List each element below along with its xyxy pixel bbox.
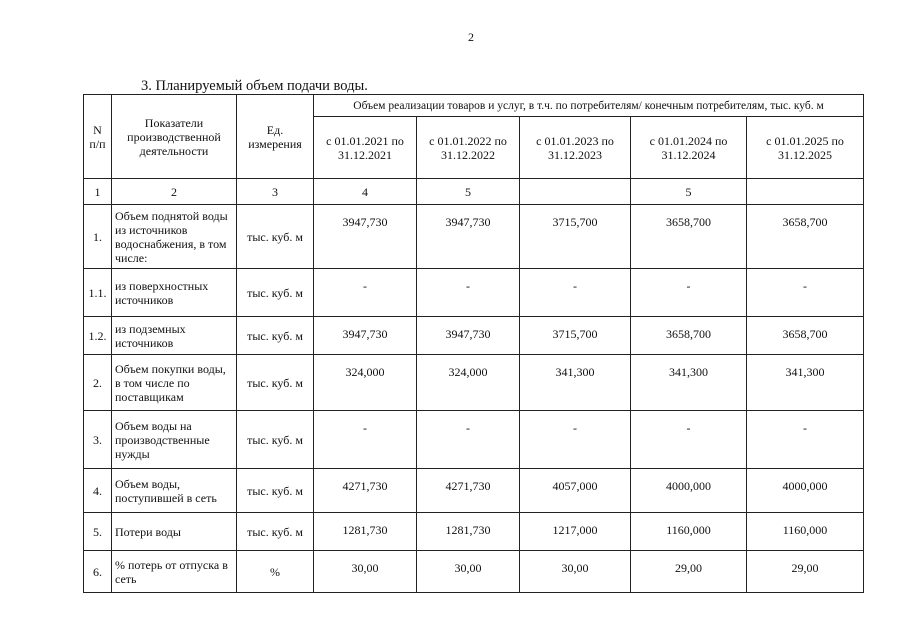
row-value: 4000,000 xyxy=(747,469,864,513)
row-value: - xyxy=(520,269,631,317)
header-unit: Ед. измерения xyxy=(237,95,314,179)
row-value: 30,00 xyxy=(314,551,417,593)
header-period: с 01.01.2021 по 31.12.2021 xyxy=(314,117,417,179)
page-number: 2 xyxy=(468,30,474,44)
table-row xyxy=(84,513,864,551)
row-value: - xyxy=(631,411,747,469)
row-number: 1.1. xyxy=(84,269,112,317)
header-period: с 01.01.2024 по 31.12.2024 xyxy=(631,117,747,179)
row-value: 3947,730 xyxy=(314,317,417,355)
row-number: 1. xyxy=(84,205,112,269)
row-value: - xyxy=(631,269,747,317)
row-indicator: Объем поднятой воды из источников водоснабжения, в том числе: xyxy=(112,205,237,269)
table-row xyxy=(84,551,864,593)
row-value: - xyxy=(520,411,631,469)
row-value: 341,300 xyxy=(520,355,631,411)
row-unit: тыс. куб. м xyxy=(237,355,314,411)
row-value: - xyxy=(747,269,864,317)
table-row xyxy=(84,269,864,317)
row-indicator: Потери воды xyxy=(112,513,237,551)
number-cell xyxy=(520,179,631,205)
header-volume-group: Объем реализации товаров и услуг, в т.ч. по потребителям/ конечным потребителям, тыс. куб. м xyxy=(314,95,864,117)
numbering-row xyxy=(84,179,864,205)
row-unit: тыс. куб. м xyxy=(237,411,314,469)
row-number: 5. xyxy=(84,513,112,551)
row-value: - xyxy=(314,411,417,469)
row-number: 6. xyxy=(84,551,112,593)
section-heading: 3. Планируемый объем подачи воды. xyxy=(141,78,368,94)
row-value: 3947,730 xyxy=(314,205,417,269)
row-value: 3658,700 xyxy=(747,317,864,355)
row-value: 3715,700 xyxy=(520,205,631,269)
number-cell: 3 xyxy=(237,179,314,205)
row-indicator: из поверхностных источников xyxy=(112,269,237,317)
number-cell: 1 xyxy=(84,179,112,205)
row-value: 3658,700 xyxy=(747,205,864,269)
row-value: 341,300 xyxy=(631,355,747,411)
row-value: 324,000 xyxy=(314,355,417,411)
header-indicator: Показатели производственной деятельности xyxy=(112,95,237,179)
row-value: 1160,000 xyxy=(747,513,864,551)
row-value: 1281,730 xyxy=(314,513,417,551)
row-value: 3947,730 xyxy=(417,317,520,355)
number-cell: 5 xyxy=(417,179,520,205)
row-unit: % xyxy=(237,551,314,593)
row-value: 29,00 xyxy=(631,551,747,593)
row-value: 3947,730 xyxy=(417,205,520,269)
row-number: 1.2. xyxy=(84,317,112,355)
row-value: - xyxy=(417,269,520,317)
row-indicator: Объем воды, поступившей в сеть xyxy=(112,469,237,513)
header-period: с 01.01.2022 по 31.12.2022 xyxy=(417,117,520,179)
row-value: 3658,700 xyxy=(631,317,747,355)
row-value: 4057,000 xyxy=(520,469,631,513)
header-n: N п/п xyxy=(84,95,112,179)
header-period: с 01.01.2025 по 31.12.2025 xyxy=(747,117,864,179)
row-value: 4271,730 xyxy=(417,469,520,513)
header-period: с 01.01.2023 по 31.12.2023 xyxy=(520,117,631,179)
row-unit: тыс. куб. м xyxy=(237,513,314,551)
row-value: 30,00 xyxy=(417,551,520,593)
row-value: - xyxy=(747,411,864,469)
row-number: 4. xyxy=(84,469,112,513)
row-number: 3. xyxy=(84,411,112,469)
row-indicator: из подземных источников xyxy=(112,317,237,355)
number-cell: 5 xyxy=(631,179,747,205)
row-unit: тыс. куб. м xyxy=(237,205,314,269)
row-value: 29,00 xyxy=(747,551,864,593)
row-value: 324,000 xyxy=(417,355,520,411)
row-value: - xyxy=(417,411,520,469)
row-value: 4271,730 xyxy=(314,469,417,513)
row-value: 1160,000 xyxy=(631,513,747,551)
row-value: 341,300 xyxy=(747,355,864,411)
table-row xyxy=(84,469,864,513)
row-value: 3715,700 xyxy=(520,317,631,355)
row-value: 4000,000 xyxy=(631,469,747,513)
table-row xyxy=(84,317,864,355)
row-indicator: Объем воды на производственные нужды xyxy=(112,411,237,469)
row-value: 3658,700 xyxy=(631,205,747,269)
number-cell: 2 xyxy=(112,179,237,205)
number-cell xyxy=(747,179,864,205)
number-cell: 4 xyxy=(314,179,417,205)
row-indicator: % потерь от отпуска в сеть xyxy=(112,551,237,593)
table-row xyxy=(84,411,864,469)
table-row xyxy=(84,355,864,411)
row-value: 1217,000 xyxy=(520,513,631,551)
row-value: 1281,730 xyxy=(417,513,520,551)
water-supply-table xyxy=(83,94,864,593)
row-number: 2. xyxy=(84,355,112,411)
row-unit: тыс. куб. м xyxy=(237,469,314,513)
row-value: 30,00 xyxy=(520,551,631,593)
row-value: - xyxy=(314,269,417,317)
row-unit: тыс. куб. м xyxy=(237,269,314,317)
table-row xyxy=(84,205,864,269)
row-unit: тыс. куб. м xyxy=(237,317,314,355)
row-indicator: Объем покупки воды, в том числе по поставщикам xyxy=(112,355,237,411)
